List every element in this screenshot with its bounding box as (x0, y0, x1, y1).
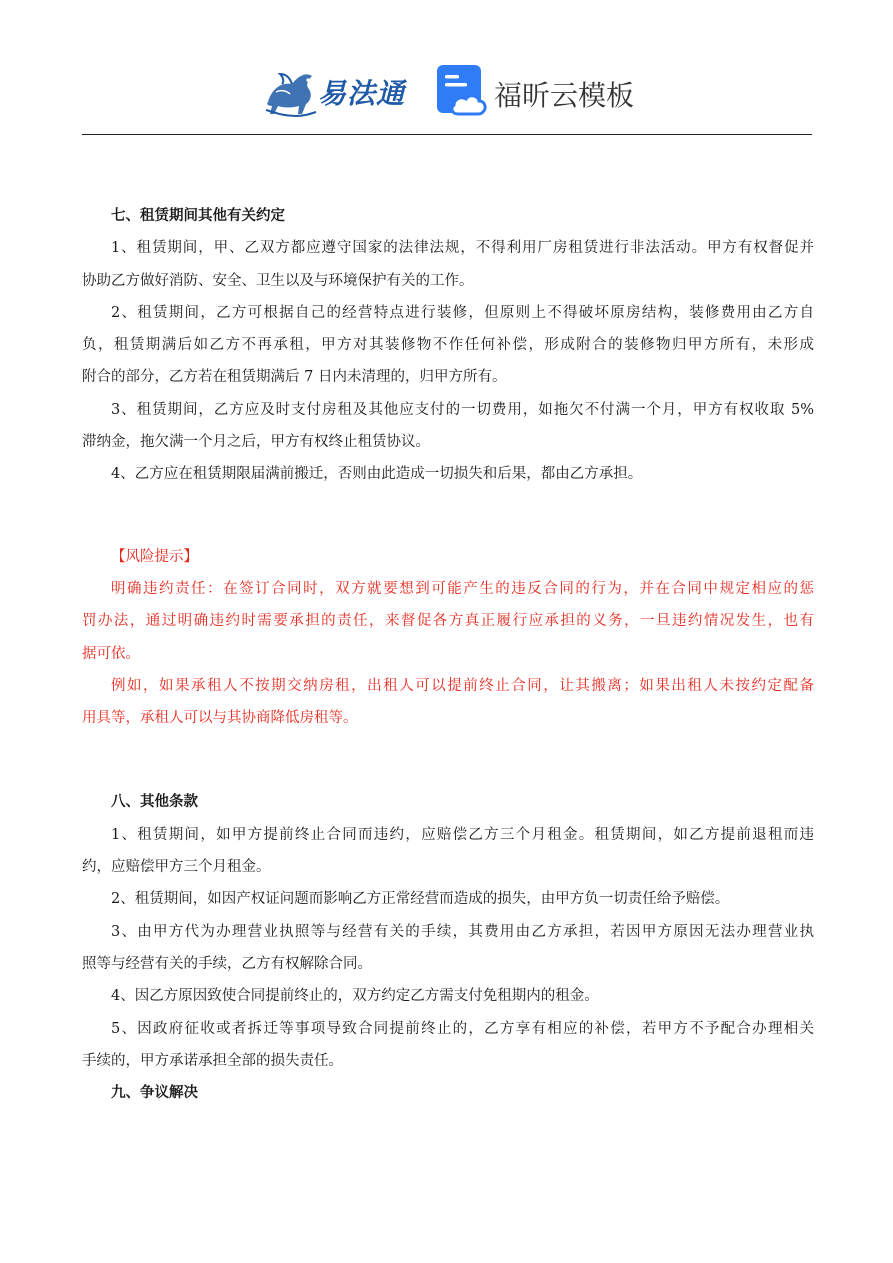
section-8-para-5-line-2: 手续的，甲方承诺承担全部的损失责任。 (82, 1052, 343, 1069)
section-8-para-1-line-2: 约，应赔偿甲方三个月租金。 (82, 859, 271, 876)
header-divider (82, 134, 812, 135)
fuxin-logo (436, 64, 646, 120)
document-body (82, 200, 814, 1109)
page-header (0, 0, 893, 136)
section-8-para-5-line-1: 5、因政府征收或者拆迁等事项导致合同提前终止的，乙方享有相应的补偿，若甲方不予配合办理相关 (111, 1020, 814, 1037)
qilin-emblem-icon (262, 62, 318, 120)
risk-para-1-line-3: 据可依。 (82, 645, 140, 662)
section-7-para-3-line-1: 3、租赁期间，乙方应及时支付房租及其他应支付的一切费用，如拖欠不付满一个月，甲方有权收取 5% (111, 401, 814, 418)
risk-para-1-line-1: 明确违约责任：在签订合同时，双方就要想到可能产生的违反合同的行为，并在合同中规定相应的惩 (111, 580, 814, 597)
section-8-para-4-line-1: 4、因乙方原因致使合同提前终止的，双方约定乙方需支付免租期内的租金。 (111, 988, 599, 1005)
risk-para-2-line-2: 用具等，承租人可以与其协商降低房租等。 (82, 710, 358, 727)
section-7-para-2-line-3: 附合的部分，乙方若在租赁期满后 7 日内未清理的，归甲方所有。 (82, 369, 507, 386)
spacer (82, 734, 814, 786)
section-8-para-3-line-1: 3、由甲方代为办理营业执照等与经营有关的手续，其费用由乙方承担，若因甲方原因无法办理营业执 (111, 923, 814, 940)
section-7-para-3-line-2: 滞纳金，拖欠满一个月之后，甲方有权终止租赁协议。 (82, 434, 430, 451)
section-8-para-1-line-1: 1、租赁期间，如甲方提前终止合同而违约，应赔偿乙方三个月租金。租赁期间，如乙方提前退租而违 (111, 826, 814, 843)
section-7-para-1-line-1: 1、租赁期间，甲、乙双方都应遵守国家的法律法规，不得利用厂房租赁进行非法活动。甲方有权督促并 (111, 240, 814, 257)
spacer (82, 491, 814, 541)
section-8-heading: 八、其他条款 (111, 793, 198, 811)
section-8-para-3-line-2: 照等与经营有关的手续，乙方有权解除合同。 (82, 955, 372, 972)
risk-label: 【风险提示】 (111, 548, 198, 565)
section-7-para-2-line-1: 2、租赁期间，乙方可根据自己的经营特点进行装修，但原则上不得破坏原房结构，装修费用由乙方自 (111, 304, 814, 321)
section-7-para-1-line-2: 协助乙方做好消防、安全、卫生以及与环境保护有关的工作。 (82, 272, 474, 289)
yifatong-logo-text: 易法通 (318, 77, 406, 110)
section-7-para-2-line-2: 负，租赁期满后如乙方不再承租，甲方对其装修物不作任何补偿，形成附合的装修物归甲方所有，未形成 (82, 337, 814, 354)
risk-para-2-line-1: 例如，如果承租人不按期交纳房租，出租人可以提前终止合同，让其搬离；如果出租人未按约定配备 (111, 677, 814, 694)
section-7-heading: 七、租赁期间其他有关约定 (111, 207, 285, 224)
section-9-heading: 九、争议解决 (111, 1084, 198, 1102)
section-8-para-2-line-1: 2、租赁期间，如因产权证问题而影响乙方正常经营而造成的损失，由甲方负一切责任给予赔偿。 (111, 891, 730, 908)
risk-para-1-line-2: 罚办法，通过明确违约时需要承担的责任，来督促各方真正履行应承担的义务，一旦违约情况发生，也有 (82, 613, 814, 630)
cloud-document-icon (436, 64, 488, 118)
yifatong-logo (262, 62, 412, 120)
section-7-para-4-line-1: 4、乙方应在租赁期限届满前搬迁，否则由此造成一切损失和后果，都由乙方承担。 (111, 466, 643, 483)
fuxin-logo-text: 福昕云模板 (494, 79, 635, 112)
